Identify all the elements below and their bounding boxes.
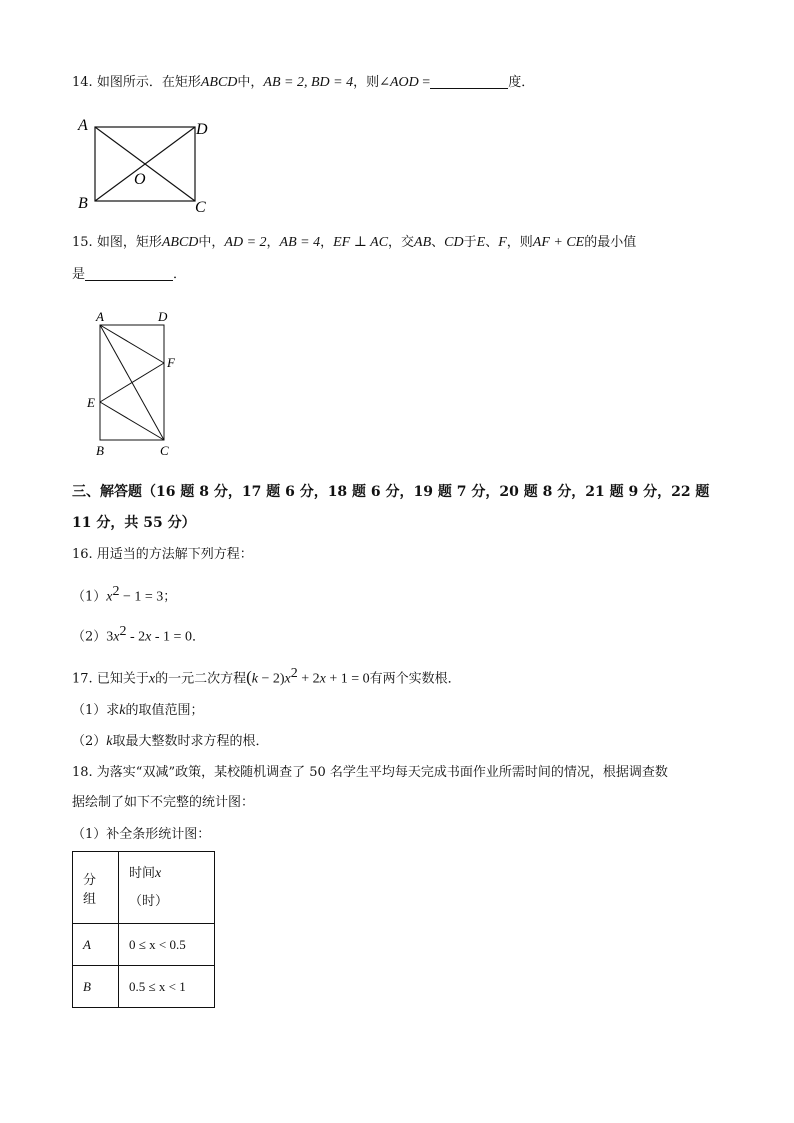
q15-point-f: F bbox=[498, 235, 507, 250]
q15-figure bbox=[84, 306, 184, 460]
q15-text-part: ，交 bbox=[388, 235, 415, 250]
q15-point-e: E bbox=[476, 235, 486, 250]
q15-text-part: 如图，矩形 bbox=[96, 235, 162, 250]
q17-text-part: 取最大整数时求方程的根． bbox=[112, 734, 269, 749]
table-row bbox=[73, 924, 215, 966]
q15-text-part: ， bbox=[320, 235, 334, 250]
q15-text-part: 是 bbox=[72, 267, 86, 282]
q16-term: - 1 = 0 bbox=[151, 629, 192, 645]
q14-rect-name: ABCD bbox=[200, 75, 238, 90]
q14-figure bbox=[70, 112, 220, 216]
q14-text-part: 度． bbox=[508, 75, 535, 90]
q15-text-part: 的最小值 bbox=[584, 235, 637, 250]
table-cell-range: 0 ≤ x < 0.5 bbox=[119, 924, 215, 966]
q16-text-part: ； bbox=[163, 589, 177, 605]
q17-var: k bbox=[251, 671, 258, 687]
q17-var: k bbox=[106, 734, 113, 749]
q15-text-part: ，则 bbox=[506, 235, 533, 250]
q15-text-part: ， bbox=[266, 235, 280, 250]
table-header-time-label: 时间 bbox=[129, 865, 156, 881]
q15-ad: AD = 2 bbox=[224, 235, 267, 250]
table-cell-group: A bbox=[73, 924, 119, 966]
q15-text-part: ． bbox=[173, 267, 187, 282]
table-cell-range: 0.5 ≤ x < 1 bbox=[119, 966, 215, 1008]
q17-text-part: 有两个实数根． bbox=[369, 671, 461, 687]
q15-text-part: 于 bbox=[463, 235, 477, 250]
q15-label-d: D bbox=[158, 309, 168, 324]
table-header-group: 分组 bbox=[73, 852, 119, 924]
q15-expression: AF + CE bbox=[532, 235, 585, 250]
q17-part2 bbox=[72, 732, 269, 752]
table-row bbox=[73, 966, 215, 1008]
q14-answer-blank[interactable] bbox=[430, 74, 508, 89]
q15-label-c: C bbox=[160, 443, 169, 458]
q14-number: 14. bbox=[72, 75, 93, 90]
q14-label-d: D bbox=[196, 121, 208, 138]
q17-term: + 2 bbox=[297, 671, 320, 687]
q14-label-a: A bbox=[78, 117, 88, 134]
q15-segment-ef bbox=[100, 363, 164, 402]
q14-label-b: B bbox=[78, 195, 88, 212]
q16-var: x bbox=[106, 589, 113, 605]
q16-text-part: ． bbox=[191, 629, 205, 645]
q16-coef: 3 bbox=[106, 629, 114, 645]
q17-var: k bbox=[119, 703, 126, 718]
q15-label-e: E bbox=[87, 395, 95, 410]
q17-text-part: 的取值范围； bbox=[125, 703, 204, 718]
q17-number: 17. bbox=[72, 671, 93, 687]
q14-equals: = bbox=[418, 75, 431, 90]
q17-term: + 1 = 0 bbox=[325, 671, 370, 687]
q15-label-f: F bbox=[167, 355, 175, 370]
table-cell-group: B bbox=[73, 966, 119, 1008]
q15-segment-af bbox=[100, 325, 164, 363]
q16-part1-eq: − 1 = 3 bbox=[119, 589, 164, 605]
section3-title-line2: 11 分，共 55 分） bbox=[72, 515, 196, 531]
q17-part2-label: （2） bbox=[72, 734, 107, 749]
q16-part2 bbox=[72, 622, 205, 647]
q17-term: − 2) bbox=[257, 671, 285, 687]
q17-var: x bbox=[148, 671, 156, 687]
q17-var: x bbox=[319, 671, 326, 687]
table-header-unit: （时） bbox=[129, 893, 169, 909]
table-header-row bbox=[73, 852, 215, 924]
q16-stem: 16. 用适当的方法解下列方程： bbox=[72, 547, 253, 562]
q18-part1: （1）补全条形统计图： bbox=[72, 827, 211, 842]
q15-text-part: 中， bbox=[198, 235, 225, 250]
q18-stem-line1: 18. 为落实“双减”政策，某校随机调查了 50 名学生平均每天完成书面作业所需时间的情况，根据调查数 bbox=[72, 765, 668, 780]
q16-part1-label: （1） bbox=[72, 589, 107, 605]
q15-side-ab: AB bbox=[414, 235, 432, 250]
table-header-time-line bbox=[129, 860, 204, 888]
q14-angle: AOD bbox=[390, 75, 419, 90]
q17-part1 bbox=[72, 701, 204, 721]
q16-part1 bbox=[72, 582, 176, 607]
q17-text-part: 已知关于 bbox=[96, 671, 149, 687]
q15-segment-ec bbox=[100, 402, 164, 440]
q15-ab: AB = 4 bbox=[279, 235, 321, 250]
q15-rect-name: ABCD bbox=[161, 235, 199, 250]
q14-text-part: ，则∠ bbox=[353, 75, 390, 90]
table-header-time bbox=[119, 852, 215, 924]
q17-exp: 2 bbox=[290, 666, 298, 681]
q18-table bbox=[72, 851, 215, 1008]
q15-label-b: B bbox=[96, 443, 104, 458]
q15-side-cd: CD bbox=[444, 235, 464, 250]
q14-text-part: 如图所示．在矩形 bbox=[96, 75, 201, 90]
q17-text-part: 的一元二次方程 bbox=[155, 671, 247, 687]
q15-text-line1 bbox=[72, 233, 636, 253]
table-header-var: x bbox=[155, 865, 162, 881]
q14-label-o: O bbox=[134, 171, 146, 188]
q17-part1-label: （1）求 bbox=[72, 703, 120, 718]
q17-stem bbox=[72, 664, 461, 689]
q14-label-c: C bbox=[195, 199, 206, 216]
section3-title: 三、解答题（16 题 8 分，17 题 6 分，18 题 6 分，19 题 7 分，20 题 8 分，21 题 9 分，22 题 bbox=[72, 484, 710, 500]
q15-text-part: 、 bbox=[431, 235, 445, 250]
q14-text-part: 中， bbox=[237, 75, 264, 90]
q18-stem-line2: 据绘制了如下不完整的统计图： bbox=[72, 795, 255, 810]
q16-exp: 2 bbox=[119, 624, 127, 639]
q16-part2-label: （2） bbox=[72, 629, 107, 645]
q17-paren: ( bbox=[246, 667, 252, 687]
q15-perp: EF ⊥ AC bbox=[333, 235, 389, 250]
q15-text-part: 、 bbox=[485, 235, 499, 250]
q14-text bbox=[72, 73, 534, 93]
q16-var: x bbox=[145, 629, 152, 645]
q16-term: - 2 bbox=[126, 629, 146, 645]
q15-label-a: A bbox=[96, 309, 104, 324]
q15-text-line2 bbox=[72, 265, 186, 285]
q17-var: x bbox=[284, 671, 291, 687]
q15-answer-blank[interactable] bbox=[85, 266, 173, 281]
q14-condition: AB = 2, BD = 4 bbox=[263, 75, 354, 90]
q16-exp: 2 bbox=[112, 584, 120, 599]
q16-var: x bbox=[113, 629, 120, 645]
q15-number: 15. bbox=[72, 235, 93, 250]
